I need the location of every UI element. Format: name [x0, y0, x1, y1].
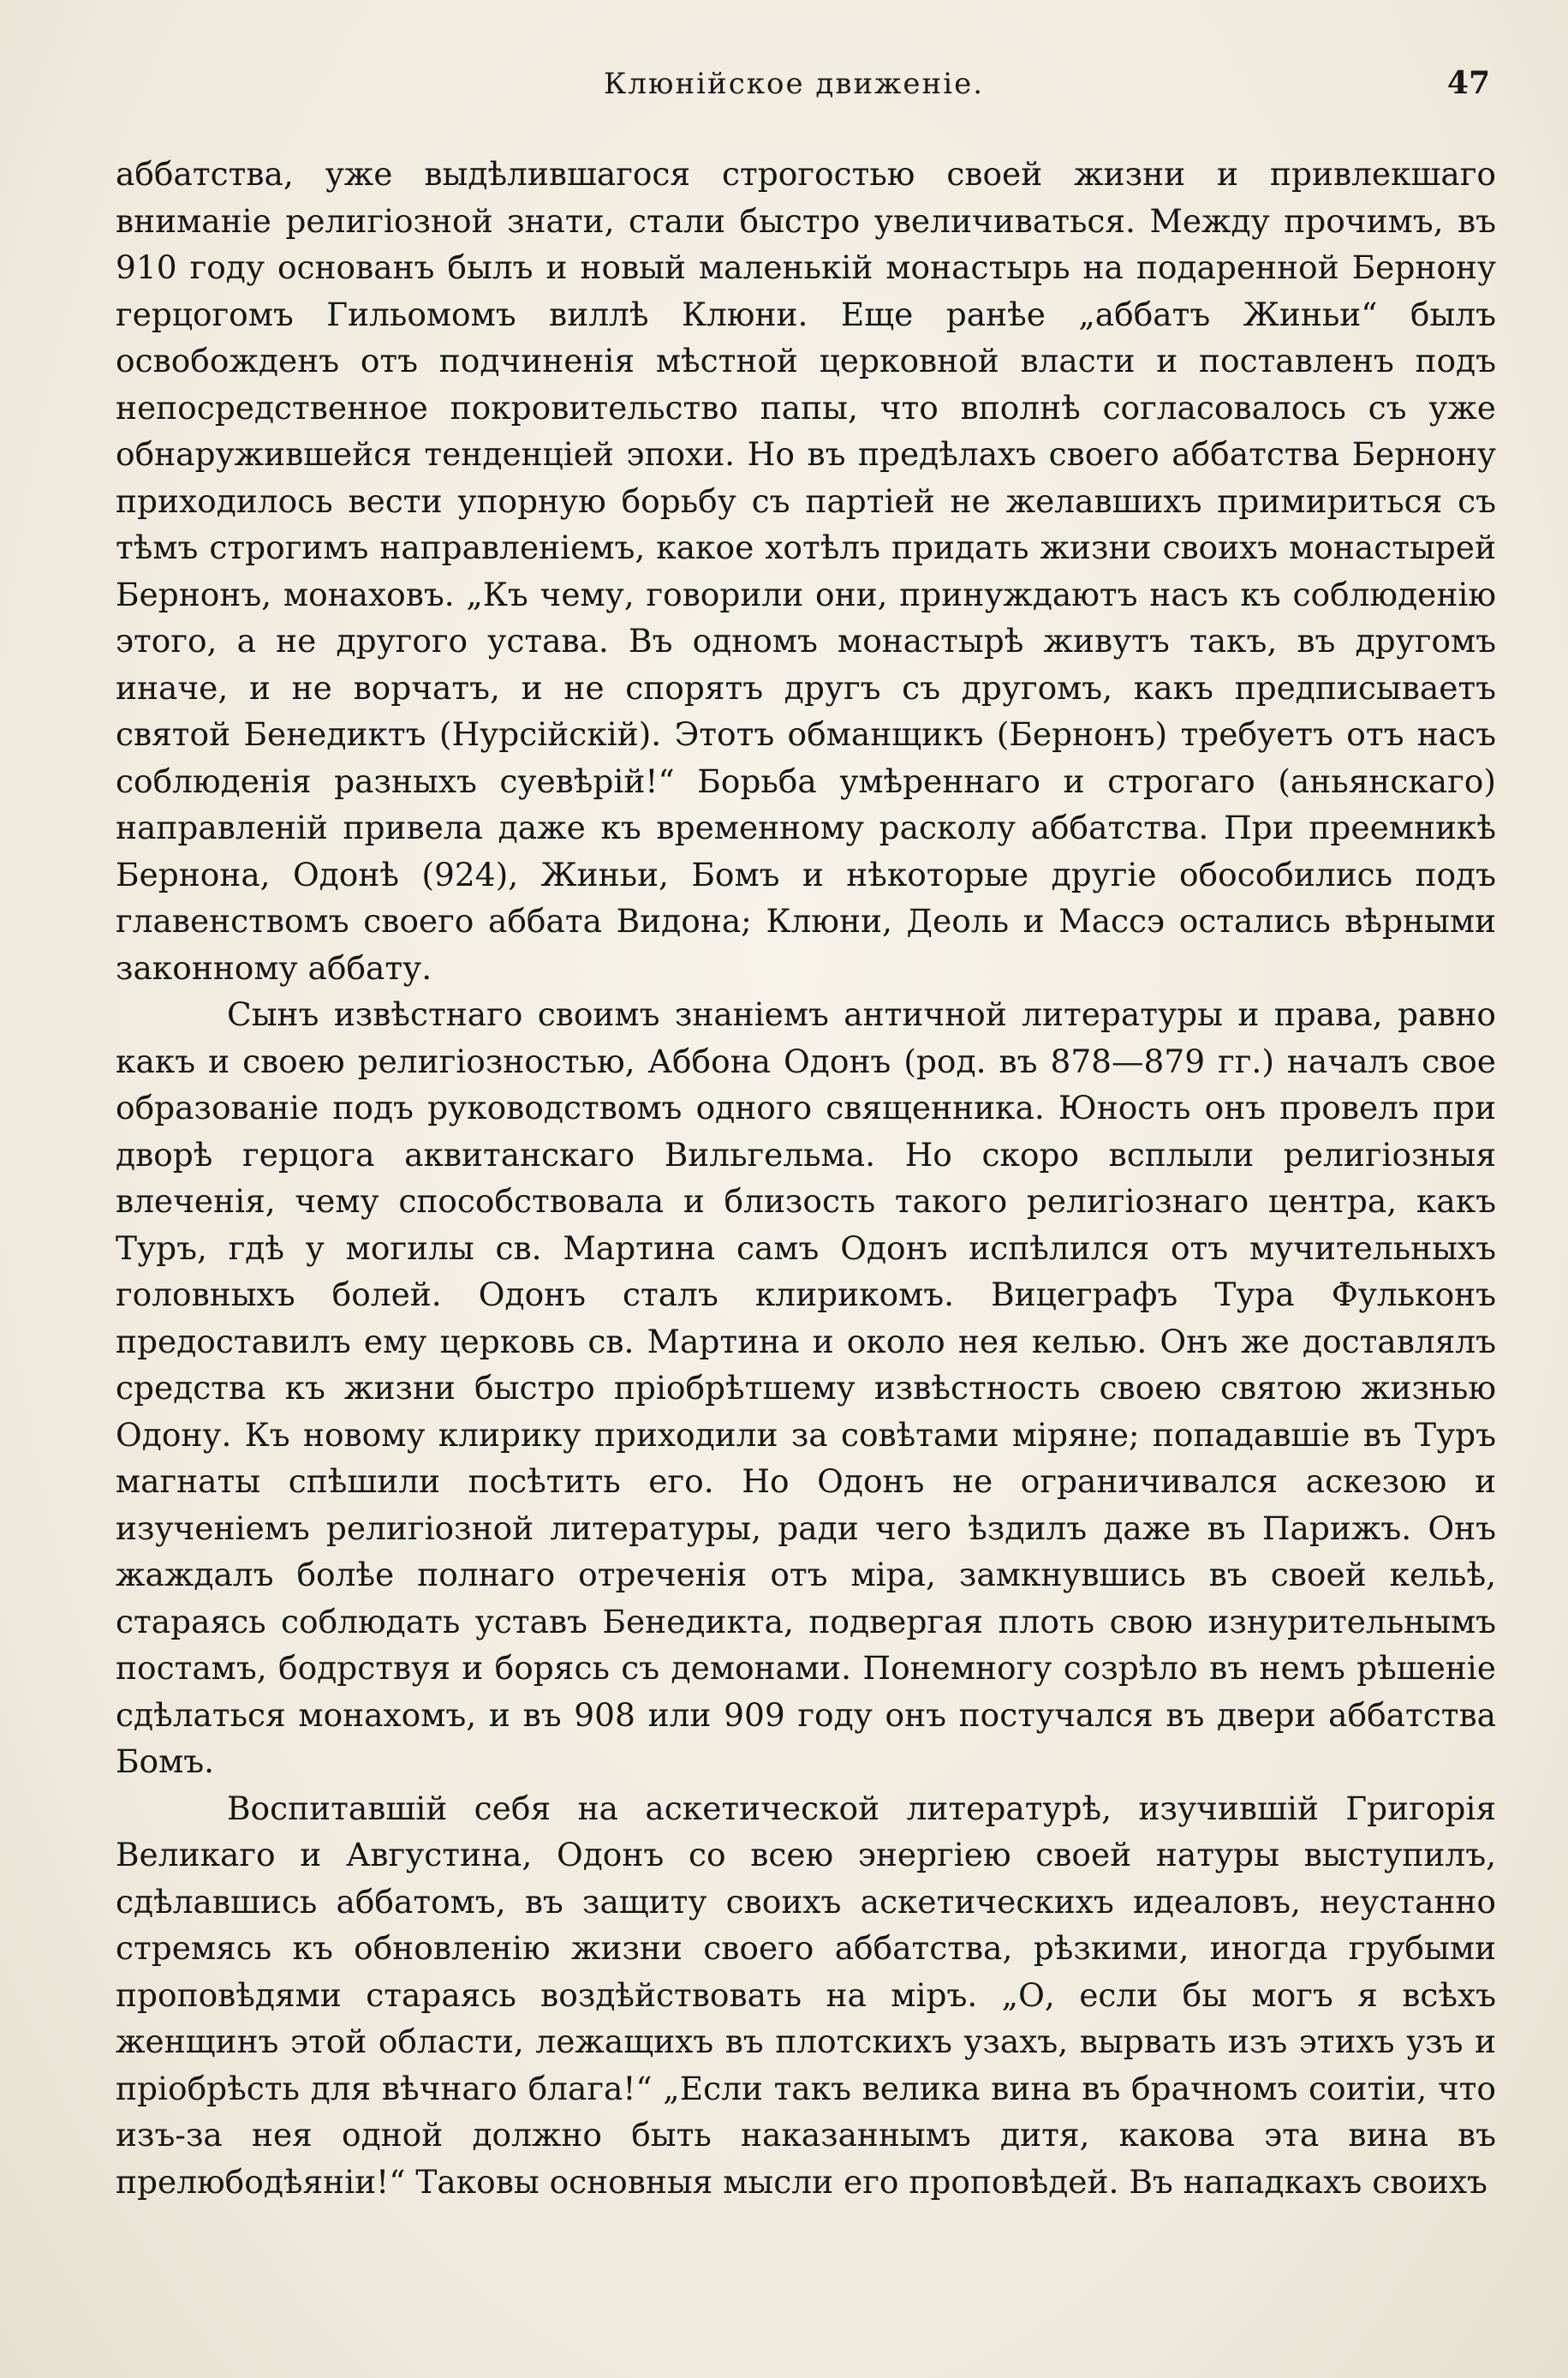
page-number: 47 — [1446, 65, 1490, 101]
paragraph-2: Сынъ извѣстнаго своимъ знанiемъ античной литературы и права, равно какъ и своею религiозностью, Аббона Одонъ (род. въ 878—879 гг.) началъ свое образованiе подъ руководствомъ одного священника. Юность онъ провелъ при дворѣ герцога аквитанскаго Вильгельма. Но скоро всплыли религiозныя влеченiя, чему способствовала и близость такого религiознаго центра, какъ Туръ, гдѣ у могилы св. Мартина самъ Одонъ испѣлился отъ мучительныхъ головныхъ болей. Одонъ сталъ клирикомъ. Вицеграфъ Тура Фульконъ предоставилъ ему церковь св. Мартина и около нея келью. Онъ же доставлялъ средства къ жизни быстро прiобрѣтшему извѣстность своею святою жизнью Одону. Къ новому клирику приходили за совѣтами мiряне; попадавшiе въ Туръ магнаты спѣшили посѣтить его. Но Одонъ не ограничивался аскезою и изученiемъ религiозной литературы, ради чего ѣздилъ даже въ Парижъ. Онъ жаждалъ болѣе полнаго отреченiя отъ мiра, замкнувшись въ своей кельѣ, стараясь соблюдать уставъ Бенедикта, подвергая плоть свою изнурительнымъ постамъ, бодрствуя и борясь съ демонами. Понемногу созрѣло въ немъ рѣшенiе сдѣлаться монахомъ, и въ 908 или 909 году онъ постучался въ двери аббатства Бомъ. — [116, 995, 1496, 1780]
page-header — [116, 60, 1490, 111]
paragraph-3: Воспитавшiй себя на аскетической литературѣ, изучившiй Григорiя Великаго и Августина, Одонъ со всею энергiею своей натуры выступилъ, сдѣлавшись аббатомъ, въ защиту своихъ аскетическихъ идеаловъ, неустанно стремясь къ обновленiю жизни своего аббатства, рѣзкими, иногда грубыми проповѣдями стараясь воздѣйствовать на мiръ. „О, если бы могъ я всѣхъ женщинъ этой области, лежащихъ въ плотскихъ узахъ, вырвать изъ этихъ узъ и прiобрѣсть для вѣчнаго блага!“ „Если такъ велика вина въ брачномъ соитiи, что изъ-за нея одной должно быть наказаннымъ дитя, какова эта вина въ прелюбодѣянiи!“ Таковы основныя мысли его проповѣдей. Въ нападкахъ своихъ — [116, 1789, 1496, 2201]
body-text — [116, 151, 1496, 2205]
running-title: Клюнiйское движенiе. — [604, 67, 984, 101]
paragraph-1: аббатства, уже выдѣлившагося строгостью своей жизни и привлекшаго вниманiе религiозной знати, стали быстро увеличиваться. Между прочимъ, въ 910 году основанъ былъ и новый маленькiй монастырь на подаренной Бернону герцогомъ Гильомомъ виллѣ Клюни. Еще ранѣе „аббатъ Жиньи“ былъ освобожденъ отъ подчиненiя мѣстной церковной власти и поставленъ подъ непосредственное покровительство папы, что вполнѣ согласовалось съ уже обнаружившейся тенденцiей эпохи. Но въ предѣлахъ своего аббатства Бернону приходилось вести упорную борьбу съ партiей не желавшихъ примириться съ тѣмъ строгимъ направленiемъ, какое хотѣлъ придать жизни своихъ монастырей Бернонъ, монаховъ. „Къ чему, говорили они, принуждаютъ насъ къ соблюденiю этого, а не другого устава. Въ одномъ монастырѣ живутъ такъ, въ другомъ иначе, и не ворчатъ, и не спорятъ другъ съ другомъ, какъ предписываетъ святой Бенедиктъ (Нурсiйскiй). Этотъ обманщикъ (Бернонъ) требуетъ отъ насъ соблюденiя разныхъ суевѣрiй!“ Борьба умѣреннаго и строгаго (аньянскаго) направленiй привела даже къ временному расколу аббатства. При преемникѣ Бернона, Одонѣ (924), Жиньи, Бомъ и нѣкоторые другiе обособились подъ главенствомъ своего аббата Видона; Клюни, Деоль и Массэ остались вѣрными законному аббату. — [116, 155, 1496, 987]
